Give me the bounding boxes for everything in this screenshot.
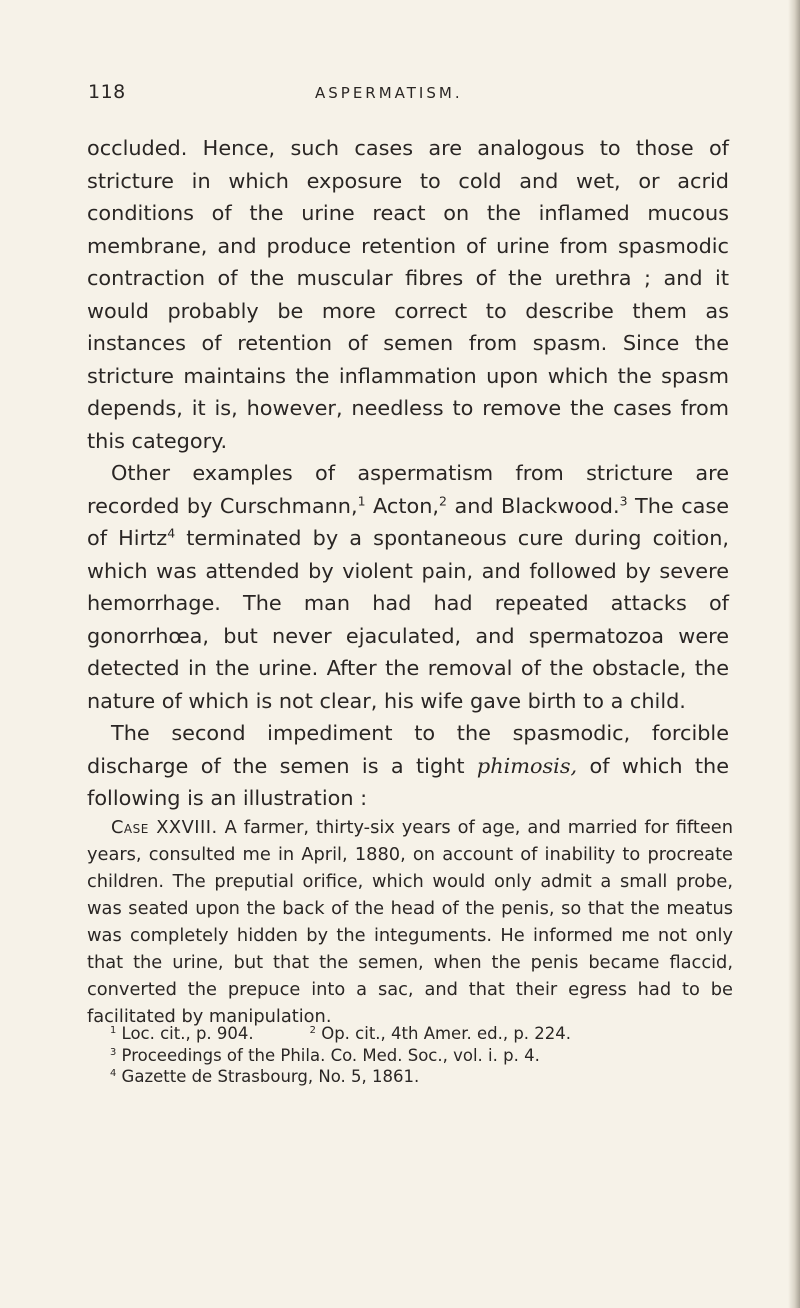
- case-paragraph: [87, 814, 733, 1030]
- footnote-marker: 1: [110, 1025, 117, 1037]
- footnote-marker: 3: [110, 1046, 117, 1058]
- page-header: [88, 81, 728, 111]
- p2-text-b: Acton,: [365, 493, 440, 518]
- paragraph-1: occluded. Hence, such cases are analogous to those of stricture in which exposure to cold and wet, or acrid conditions of the urine react on the inflamed mucous membrane, and produce retention of urine from spasmodic contraction of the muscular fibres of the urethra ; and it would probably be more correct to describe them as instances of retention of semen from spasm. Since the stricture maintains the inflammation upon which the spasm depends, it is, however, needless to remove the cases from this category.: [87, 136, 729, 453]
- footnote-row-1: [110, 1023, 730, 1045]
- p3-italic-term: phimosis,: [476, 753, 578, 778]
- page-edge-shadow: [788, 0, 800, 1308]
- footnote-text: Gazette de Strasbourg, No. 5, 1861.: [116, 1067, 420, 1086]
- body-text: [87, 132, 729, 815]
- footnote-ref-3: 3: [619, 493, 628, 509]
- footnote-marker: 2: [309, 1025, 316, 1037]
- p2-text-e: terminated by a spontaneous cure during coition, which was attended by violent pain, and followed by severe hemorrhage. The man had had repeated attacks of gonorrhœa, but never ejaculated, and spermatozoa were detected in the urine. After the removal of the obstacle, the nature of which is not clear, his wife gave birth to a child.: [87, 526, 729, 713]
- footnote-2: [310, 1024, 571, 1043]
- footnote-ref-2: 2: [439, 493, 447, 509]
- running-title: ASPERMATISM.: [315, 84, 463, 102]
- case-text: A farmer, thirty-six years of age, and married for fifteen years, consulted me in April, 1880, on account of inability to procreate children. The preputial orifice, which would only admit a small probe, was seated upon the back of the head of the penis, so that the meatus was completely hidden by the integuments. He informed me not only that the urine, but that the semen, when the penis became flaccid, converted the prepuce into a sac, and that their egress had to be facilitated by manipulation.: [87, 817, 734, 1027]
- paragraph-2: [87, 457, 729, 717]
- footnote-text: Proceedings of the Phila. Co. Med. Soc., vol. i. p. 4.: [116, 1045, 540, 1065]
- footnote-ref-4: 4: [167, 525, 176, 541]
- footnote-ref-1: 1: [357, 493, 366, 509]
- paragraph-3: [87, 717, 729, 815]
- footnote-marker: 4: [110, 1068, 117, 1080]
- footnote-1: [110, 1024, 254, 1043]
- footnote-4: [110, 1066, 730, 1088]
- p2-text-c: and Blackwood.: [446, 493, 620, 518]
- page-number: 118: [88, 81, 126, 103]
- p3-text-a: The second impediment to the spasmodic, forcible discharge of the semen is a tight: [87, 721, 729, 778]
- footnotes: [110, 1023, 730, 1088]
- p3-text-b: of which the following is an illustration :: [87, 753, 730, 810]
- case-label: Case XXVIII.: [111, 817, 218, 838]
- p2-text-a: Other examples of aspermatism from stricture are recorded by Curschmann,: [87, 461, 729, 518]
- footnote-text: Op. cit., 4th Amer. ed., p. 224.: [315, 1024, 572, 1043]
- footnote-text: Loc. cit., p. 904.: [116, 1024, 254, 1043]
- case-report: [87, 814, 733, 1030]
- p2-text-d: The case of Hirtz: [87, 493, 730, 550]
- footnote-3: [110, 1045, 730, 1067]
